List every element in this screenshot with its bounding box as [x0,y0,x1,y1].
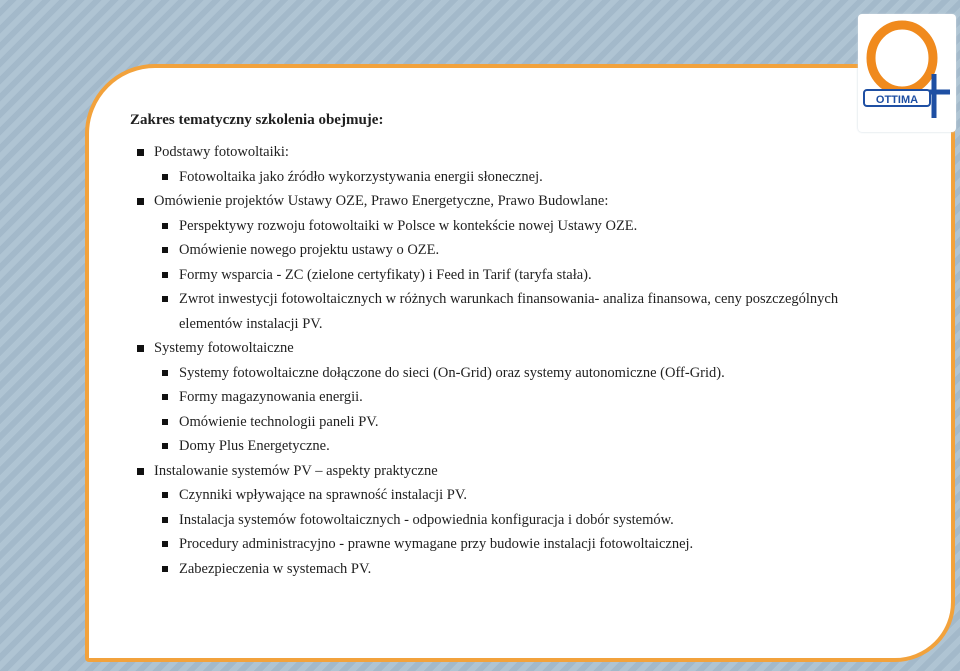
sub-list-item: Czynniki wpływające na sprawność instalacji PV. [179,487,468,503]
list-item: Systemy fotowoltaiczne [154,340,294,356]
bullet-marker [137,345,144,352]
sub-list-item: Procedury administracyjno - prawne wymagane przy budowie instalacji fotowoltaicznej. [179,536,694,552]
section-title: Zakres tematyczny szkolenia obejmuje: [130,112,384,128]
sub-bullet-marker [162,492,168,498]
sub-bullet-marker [162,394,168,400]
sub-list-item: elementów instalacji PV. [179,315,323,332]
list-item: Podstawy fotowoltaiki: [154,144,289,160]
sub-bullet-marker [162,272,168,278]
list-item: Instalowanie systemów PV – aspekty praktyczne [154,462,438,479]
sub-bullet-marker [162,566,168,572]
svg-text:OTTIMA: OTTIMA [875,94,919,106]
sub-bullet-marker [162,174,168,180]
sub-bullet-marker [162,419,168,425]
bullet-marker [137,149,144,156]
sub-list-item: Instalacja systemów fotowoltaicznych - odpowiednia konfiguracja i dobór systemów. [179,511,674,528]
sub-bullet-marker [162,541,168,547]
bullet-marker [137,468,144,475]
sub-list-item: Domy Plus Energetyczne. [179,438,330,454]
sub-list-item: Zwrot inwestycji fotowoltaicznych w różnych warunkach finansowania- analiza finansowa, ceny poszczególnych [179,291,839,307]
sub-list-item: Perspektywy rozwoju fotowoltaiki w Polsce w kontekście nowej Ustawy OZE. [179,217,638,234]
ottima-logo-mark [858,14,956,132]
sub-bullet-marker [162,517,168,523]
sub-list-item: Omówienie nowego projektu ustawy o OZE. [179,242,440,258]
bullet-marker [137,198,144,205]
sub-list-item: Formy wsparcia - ZC (zielone certyfikaty) i Feed in Tarif (taryfa stała). [179,266,592,283]
sub-list-item: Formy magazynowania energii. [179,389,363,405]
sub-list-item: Fotowoltaika jako źródło wykorzystywania energii słonecznej. [179,168,543,185]
sub-bullet-marker [162,247,168,253]
sub-list-item: Zabezpieczenia w systemach PV. [179,560,372,577]
sub-list-item: Systemy fotowoltaiczne dołączone do sieci (On-Grid) oraz systemy autonomiczne (Off-Grid). [179,364,725,381]
sub-bullet-marker [162,443,168,449]
sub-bullet-marker [162,223,168,229]
sub-list-item: Omówienie technologii paneli PV. [179,413,379,430]
sub-bullet-marker [162,296,168,302]
list-item: Omówienie projektów Ustawy OZE, Prawo Energetyczne, Prawo Budowlane: [154,193,609,209]
ottima-logo [858,14,956,132]
sub-bullet-marker [162,370,168,376]
